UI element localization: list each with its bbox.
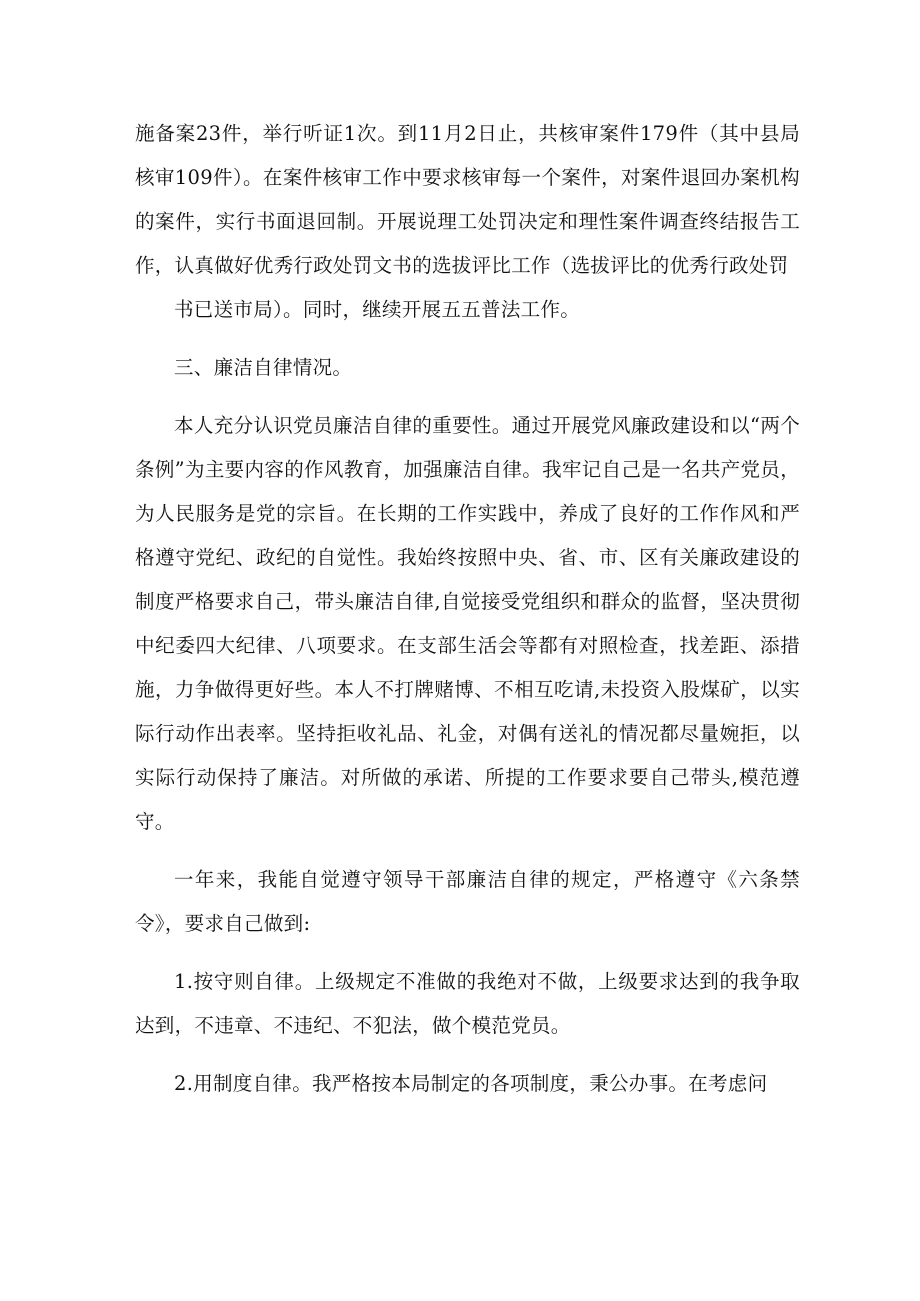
document-body	[135, 112, 800, 1106]
paragraph-case-review-continuation: 施备案23件，举行听证1次。到11月2日止，共核审案件179件（其中县局核审109件）。在案件核审工作中要求核审每一个案件，对案件退回办案机构的案件，实行书面退回制。开展说理工处罚决定和理性案件调查终结报告工作，认真做好优秀行政处罚文书的选拔评比工作（选拔评比的优秀行政处罚	[135, 122, 800, 277]
list-item-rule-discipline: 1.按守则自律。上级规定不准做的我绝对不做，上级要求达到的我争取达到，不违章、不违纪、不犯法，做个模范党员。	[135, 970, 800, 1037]
paragraph-integrity-body: 本人充分认识党员廉洁自律的重要性。通过开展党风廉政建设和以“两个条例”为主要内容的作风教育，加强廉洁自律。我牢记自己是一名共产党员，为人民服务是党的宗旨。在长期的工作实践中，养成了良好的工作作风和严格遵守党纪、政纪的自觉性。我始终按照中央、省、市、区有关廉政建设的制度严格要求自己，带头廉洁自律,自觉接受党组织和群众的监督，坚决贯彻中纪委四大纪律、八项要求。在支部生活会等都有对照检查，找差距、添措施，力争做得更好些。本人不打牌赌博、不相互吃请,未投资入股煤矿，以实际行动作出表率。坚持拒收礼品、礼金，对偶有送礼的情况都尽量婉拒，以实际行动保持了廉洁。对所做的承诺、所提的工作要求要自己带头,模范遵守。	[135, 414, 800, 833]
paragraph-year-summary: 一年来，我能自觉遵守领导干部廉洁自律的规定，严格遵守《六条禁令》，要求自己做到:	[135, 868, 800, 935]
section-heading-integrity: 三、廉洁自律情况。	[174, 356, 353, 379]
paragraph-legal-education: 书已送市局）。同时，继续开展五五普法工作。	[174, 298, 581, 321]
list-item-system-discipline: 2.用制度自律。我严格按本局制定的各项制度，秉公办事。在考虑问	[174, 1072, 768, 1095]
